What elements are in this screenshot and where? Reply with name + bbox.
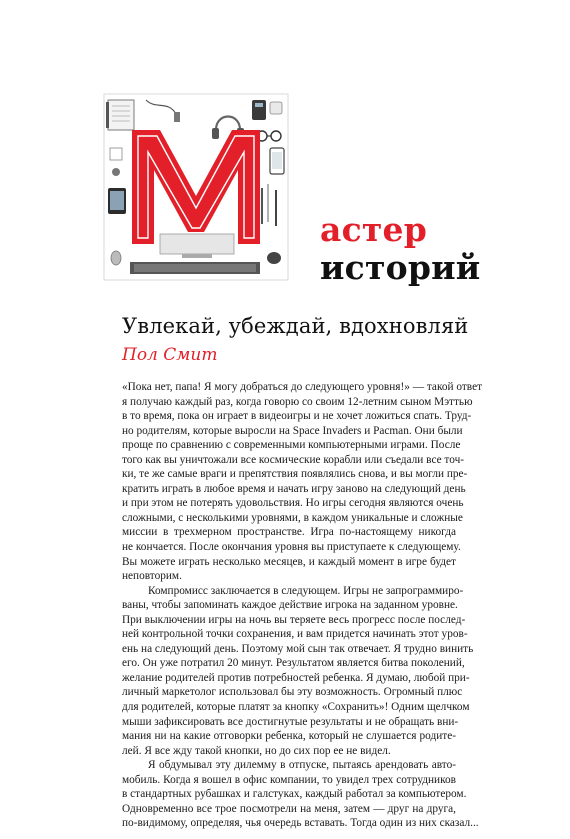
title-illustration — [102, 92, 290, 284]
keyboard-icon — [130, 262, 260, 274]
body-line: ваны, чтобы запоминать каждое действие игрока на заданном уровне. — [122, 599, 458, 612]
body-line: При выключении игры на ночь вы теряете весь прогресс после послед- — [122, 613, 466, 626]
body-line: для родителей, которые платят за кнопку «Сохранить»! Одним щелчком — [122, 701, 470, 714]
body-line: мыши зафиксировать все достигнутые результаты и не обращать вни- — [122, 715, 459, 728]
body-line: в то время, пока он играет в видеоигры и не хочет ложиться спать. Труд- — [122, 410, 472, 423]
monitor-icon — [160, 234, 234, 258]
title-line-1: астер — [320, 210, 427, 249]
body-line: в стандартных рубашках и галстуках, каждый работал за компьютером. — [122, 788, 467, 801]
body-line: не кончается. После окончания уровня вы приступаете к следующему. — [122, 541, 461, 554]
article-body — [122, 380, 483, 831]
body-line: ень на следующий день. Поэтому мой сын так отвечает. Я трудно винить — [122, 642, 474, 655]
body-line: я получаю каждый раз, когда говорю со своим 12-летним сыном Мэттью — [122, 395, 473, 408]
body-line: желание родителей против потребностей ребенка. Я думаю, любой при- — [122, 671, 470, 684]
body-line: миссии в трехмерном пространстве. Игра по-настоящему никогда — [122, 526, 456, 539]
body-line: но родителям, которые выросли на Space Invaders и Pacman. Они были — [122, 424, 463, 437]
body-line: мобиль. Когда я вошел в офис компании, то увидел трех сотрудников — [122, 773, 456, 786]
body-line: и при этом не потерять удовольствия. Но игры сегодня являются очень — [122, 497, 464, 510]
phone-icon — [270, 148, 284, 174]
body-line: по-видимому, определяя, чья очередь вставать. Тогда один из них сказал... — [122, 817, 479, 830]
body-line: «Пока нет, папа! Я могу добраться до следующего уровня!» — такой ответ — [122, 381, 483, 393]
tablet-icon — [108, 188, 126, 214]
body-line: его. Он уже потратил 20 минут. Результатом является битва поколений, — [122, 657, 465, 670]
body-line: кратить играть в любое время и начать игру заново на следующий день — [122, 482, 466, 495]
body-line: ней контрольной точки сохранения, и вам придется начинать этот уров- — [122, 628, 468, 641]
title-line-2: историй — [320, 248, 481, 287]
notebook-icon — [106, 100, 134, 130]
body-line: Вы можете играть несколько месяцев, и каждый момент в игре будет — [122, 555, 456, 568]
body-line: ки, те же самые враги и препятствия появлялись снова, и вы могли пре- — [122, 468, 468, 481]
mouse-icon — [111, 251, 121, 265]
article-author: Пол Смит — [122, 345, 218, 365]
body-line: проще по сравнению с современными компьютерными играми. После — [122, 439, 461, 452]
body-line: лей. Я все жду такой кнопки, но до сих пор ее не видел. — [122, 744, 391, 757]
body-line: мания ни на какие отговорки ребенка, который не слушается родите- — [122, 730, 456, 743]
body-line: Одновременно все трое посмотрели на меня, затем — друг на друга, — [122, 802, 456, 815]
body-line: того как вы уничтожали все космические корабли или съедали все точ- — [122, 453, 465, 466]
body-line: сложными, с несколькими уровнями, в каждом уникальные и сложные — [122, 511, 463, 524]
body-line: неповторим. — [122, 570, 182, 583]
body-line: личный маркетолог использовал бы эту возможность. Огромный плюс — [122, 686, 463, 699]
body-line: Я обдумывал эту дилемму в отпуске, пытаясь арендовать авто- — [148, 759, 456, 772]
article-subtitle: Увлекай, убеждай, вдохновляй — [122, 314, 469, 338]
body-line: Компромисс заключается в следующем. Игры не запрограммиро- — [148, 584, 464, 597]
